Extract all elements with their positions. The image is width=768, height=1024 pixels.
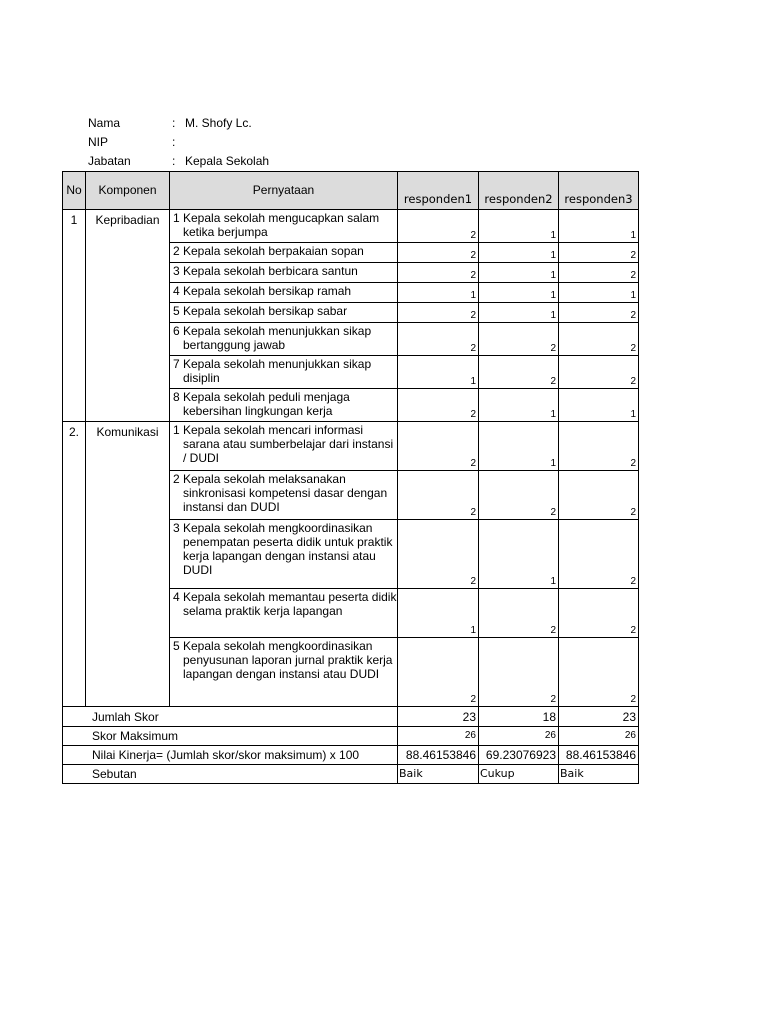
statement (170, 303, 397, 318)
score-responden3: 2 (559, 263, 639, 283)
statement-number: 4 (173, 590, 180, 604)
statement (170, 283, 397, 298)
score-responden3: 2 (559, 520, 639, 589)
footer-value-responden2: 18 (479, 707, 559, 727)
score-responden1: 2 (398, 422, 479, 471)
statement-text: Kepala sekolah melaksanakan sinkronisasi kompetensi dasar dengan instansi dan DUDI (183, 472, 388, 514)
score-responden2: 2 (479, 638, 559, 707)
col-header-pernyataan: Pernyataan (170, 172, 398, 210)
nama-value: M. Shofy Lc. (185, 116, 252, 130)
footer-value-responden2: 69.23076923 (479, 746, 559, 765)
score-responden3: 2 (559, 589, 639, 638)
statement-number: 4 (173, 284, 180, 298)
statement (170, 263, 397, 278)
statement (170, 520, 397, 577)
score-responden1: 2 (398, 520, 479, 589)
score-responden2: 2 (479, 471, 559, 520)
score-responden3: 2 (559, 638, 639, 707)
score-responden2: 1 (479, 243, 559, 263)
jabatan-separator: : (172, 154, 176, 168)
score-responden2: 1 (479, 422, 559, 471)
statement (170, 210, 397, 239)
score-responden2: 1 (479, 210, 559, 243)
statement-number: 6 (173, 324, 180, 338)
score-responden2: 2 (479, 323, 559, 356)
jumlah-skor-row (63, 707, 639, 727)
footer-value-responden2: 26 (479, 727, 559, 746)
score-responden3: 1 (559, 210, 639, 243)
statement (170, 323, 397, 352)
footer-value-responden1: Baik (398, 765, 479, 784)
statement-number: 5 (173, 304, 180, 318)
table-row (63, 422, 639, 471)
footer-value-responden3: Baik (559, 765, 639, 784)
statement-cell (170, 638, 398, 707)
group-number: 2. (63, 422, 86, 707)
col-header-no: No (63, 172, 86, 210)
footer-value-responden1: 88.46153846 (398, 746, 479, 765)
statement-number: 1 (173, 423, 180, 437)
score-responden2: 1 (479, 303, 559, 323)
score-responden3: 2 (559, 471, 639, 520)
footer-value-responden2: Cukup (479, 765, 559, 784)
score-responden1: 1 (398, 589, 479, 638)
statement (170, 422, 397, 465)
score-responden2: 1 (479, 520, 559, 589)
group-komponen: Kepribadian (86, 210, 170, 422)
statement (170, 589, 397, 618)
score-responden1: 2 (398, 263, 479, 283)
score-responden2: 2 (479, 356, 559, 389)
statement-text: Kepala sekolah mengkoordinasikan penyusunan laporan jurnal praktik kerja lapangan dengan instansi atau DUDI (183, 639, 393, 681)
score-responden2: 1 (479, 263, 559, 283)
score-responden3: 2 (559, 323, 639, 356)
statement-text: Kepala sekolah bersikap sabar (183, 304, 348, 318)
score-responden1: 2 (398, 243, 479, 263)
statement-text: Kepala sekolah berbicara santun (183, 264, 358, 278)
footer-value-responden3: 88.46153846 (559, 746, 639, 765)
statement-cell (170, 303, 398, 323)
statement (170, 243, 397, 258)
score-responden1: 1 (398, 283, 479, 303)
footer-label: Nilai Kinerja= (Jumlah skor/skor maksimum) x 100 (63, 746, 398, 765)
statement-text: Kepala sekolah mencari informasi sarana atau sumberbelajar dari instansi / DUDI (183, 423, 394, 465)
statement-text: Kepala sekolah menunjukkan sikap disiplin (183, 357, 372, 385)
nilai-kinerja-row (63, 746, 639, 765)
group-komponen: Komunikasi (86, 422, 170, 707)
score-responden1: 2 (398, 210, 479, 243)
statement-number: 8 (173, 390, 180, 404)
statement-text: Kepala sekolah mengkoordinasikan penempatan peserta didik untuk praktik kerja lapangan dengan instansi atau DUDI (183, 521, 393, 577)
statement (170, 638, 397, 681)
skor-maksimum-row (63, 727, 639, 746)
statement (170, 389, 397, 418)
table-header-row (63, 172, 639, 210)
statement-cell (170, 243, 398, 263)
statement-text: Kepala sekolah menunjukkan sikap bertanggung jawab (183, 324, 372, 352)
nip-separator: : (172, 135, 176, 149)
score-responden1: 2 (398, 303, 479, 323)
statement-cell (170, 589, 398, 638)
assessment-table (62, 171, 639, 784)
score-responden1: 2 (398, 471, 479, 520)
statement (170, 471, 397, 514)
statement-number: 3 (173, 521, 180, 535)
score-responden3: 2 (559, 356, 639, 389)
statement-text: Kepala sekolah peduli menjaga kebersihan lingkungan kerja (183, 390, 350, 418)
nip-label: NIP (88, 135, 109, 149)
score-responden3: 2 (559, 243, 639, 263)
score-responden1: 2 (398, 389, 479, 422)
statement-number: 3 (173, 264, 180, 278)
footer-value-responden1: 26 (398, 727, 479, 746)
statement-text: Kepala sekolah berpakaian sopan (183, 244, 364, 258)
jabatan-label: Jabatan (88, 154, 131, 168)
footer-value-responden1: 23 (398, 707, 479, 727)
col-header-komponen: Komponen (86, 172, 170, 210)
col-header-responden1: responden1 (398, 172, 479, 210)
statement-cell (170, 356, 398, 389)
statement-cell (170, 422, 398, 471)
score-responden2: 1 (479, 389, 559, 422)
statement-cell (170, 323, 398, 356)
score-responden2: 1 (479, 283, 559, 303)
statement-cell (170, 389, 398, 422)
score-responden2: 2 (479, 589, 559, 638)
score-responden3: 2 (559, 422, 639, 471)
col-header-responden2: responden2 (479, 172, 559, 210)
score-responden3: 1 (559, 389, 639, 422)
statement-text: Kepala sekolah mengucapkan salam ketika berjumpa (183, 211, 380, 239)
statement-text: Kepala sekolah memantau peserta didik selama praktik kerja lapangan (183, 590, 397, 618)
statement-cell (170, 283, 398, 303)
score-responden1: 1 (398, 356, 479, 389)
statement-number: 2 (173, 244, 180, 258)
statement-cell (170, 520, 398, 589)
col-header-responden3: responden3 (559, 172, 639, 210)
statement-cell (170, 210, 398, 243)
group-number: 1 (63, 210, 86, 422)
footer-value-responden3: 26 (559, 727, 639, 746)
score-responden3: 1 (559, 283, 639, 303)
sebutan-row (63, 765, 639, 784)
statement-number: 7 (173, 357, 180, 371)
statement-text: Kepala sekolah bersikap ramah (183, 284, 352, 298)
statement-cell (170, 471, 398, 520)
table-row (63, 210, 639, 243)
statement-number: 5 (173, 639, 180, 653)
nama-label: Nama (88, 116, 121, 130)
nama-separator: : (172, 116, 176, 130)
statement-number: 1 (173, 211, 180, 225)
footer-label: Jumlah Skor (63, 707, 398, 727)
statement (170, 356, 397, 385)
score-responden1: 2 (398, 638, 479, 707)
score-responden1: 2 (398, 323, 479, 356)
statement-cell (170, 263, 398, 283)
score-responden3: 2 (559, 303, 639, 323)
footer-label: Sebutan (63, 765, 398, 784)
footer-label: Skor Maksimum (63, 727, 398, 746)
statement-number: 2 (173, 472, 180, 486)
footer-value-responden3: 23 (559, 707, 639, 727)
jabatan-value: Kepala Sekolah (185, 154, 270, 168)
